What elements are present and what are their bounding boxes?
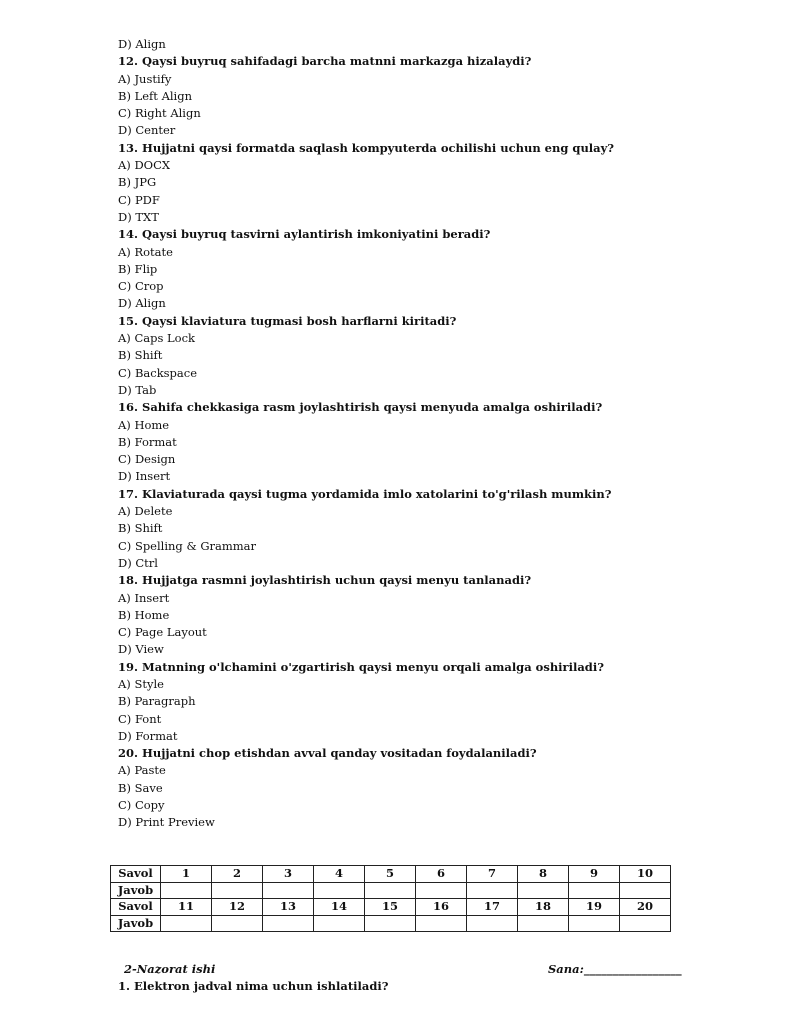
question-number-cell: 6	[416, 866, 467, 883]
answer-cell[interactable]	[620, 882, 671, 899]
question-17	[118, 486, 718, 572]
next-question-text: 1. Elektron jadval nima uchun ishlatiladi?	[118, 979, 389, 993]
answer-cell[interactable]	[416, 915, 467, 932]
row-label: Savol	[111, 866, 161, 883]
option: C) Copy	[118, 798, 165, 813]
answer-cell[interactable]	[263, 915, 314, 932]
option: D) View	[118, 642, 164, 657]
question-text: 16. Sahifa chekkasiga rasm joylashtirish qaysi menyuda amalga oshiriladi?	[118, 400, 603, 415]
question-number-cell: 7	[467, 866, 518, 883]
exam-title: 2-Nazorat ishi	[124, 962, 216, 976]
question-text: 14. Qaysi buyruq tasvirni aylantirish imkoniyatini beradi?	[118, 227, 491, 242]
question-number-cell: 19	[569, 899, 620, 916]
option: D) TXT	[118, 209, 159, 224]
question-number-cell: 14	[314, 899, 365, 916]
option: C) PDF	[118, 192, 160, 207]
answer-cell[interactable]	[161, 882, 212, 899]
question-number-cell: 1	[161, 866, 212, 883]
option: C) Backspace	[118, 365, 198, 380]
answer-cell[interactable]	[212, 882, 263, 899]
question-number-cell: 13	[263, 899, 314, 916]
question-number-cell: 9	[569, 866, 620, 883]
question-number-cell: 8	[518, 866, 569, 883]
question-number-cell: 3	[263, 866, 314, 883]
option: D) Align	[118, 296, 166, 311]
answer-cell[interactable]	[314, 882, 365, 899]
question-text: 13. Hujjatni qaysi formatda saqlash kompyuterda ochilishi uchun eng qulay?	[118, 140, 615, 155]
answer-cell[interactable]	[467, 882, 518, 899]
table-row-answer	[111, 915, 671, 932]
question-text: 19. Matnning o'lchamini o'zgartirish qaysi menyu orqali amalga oshiriladi?	[118, 659, 604, 674]
option: A) Style	[118, 676, 164, 691]
question-number-cell: 4	[314, 866, 365, 883]
option: C) Page Layout	[118, 625, 207, 640]
option: B) Shift	[118, 521, 163, 536]
question-text: 20. Hujjatni chop etishdan avval qanday vositadan foydalaniladi?	[118, 746, 537, 761]
answer-cell[interactable]	[620, 915, 671, 932]
option: B) Paragraph	[118, 694, 196, 709]
date-field: Sana:_________________	[548, 962, 682, 976]
option: B) JPG	[118, 175, 157, 190]
answer-cell[interactable]	[161, 915, 212, 932]
question-number-cell: 16	[416, 899, 467, 916]
answer-cell[interactable]	[569, 915, 620, 932]
table-row-question	[111, 899, 671, 916]
answer-cell[interactable]	[518, 882, 569, 899]
question-12	[118, 53, 718, 139]
question-number-cell: 17	[467, 899, 518, 916]
question-14	[118, 226, 718, 312]
option: C) Crop	[118, 279, 164, 294]
option: A) DOCX	[118, 158, 171, 173]
question-number-cell: 20	[620, 899, 671, 916]
option: B) Flip	[118, 261, 158, 276]
question-text: 18. Hujjatga rasmni joylashtirish uchun qaysi menyu tanlanadi?	[118, 573, 532, 588]
option: A) Delete	[118, 504, 173, 519]
option: C) Spelling & Grammar	[118, 538, 257, 553]
question-13	[118, 140, 718, 226]
option: A) Rotate	[118, 244, 173, 259]
option: B) Save	[118, 780, 163, 795]
answer-cell[interactable]	[263, 882, 314, 899]
answer-table	[110, 865, 671, 932]
option: A) Home	[118, 417, 170, 432]
option: B) Left Align	[118, 88, 192, 103]
question-20	[118, 745, 718, 831]
question-number-cell: 10	[620, 866, 671, 883]
answer-cell[interactable]	[416, 882, 467, 899]
answer-cell[interactable]	[365, 915, 416, 932]
question-number-cell: 12	[212, 899, 263, 916]
answer-cell[interactable]	[314, 915, 365, 932]
option: C) Font	[118, 711, 162, 726]
option: A) Caps Lock	[118, 331, 195, 346]
question-15	[118, 313, 718, 399]
question-text: 12. Qaysi buyruq sahifadagi barcha matnni markazga hizalaydi?	[118, 54, 532, 69]
question-number-cell: 5	[365, 866, 416, 883]
answer-cell[interactable]	[569, 882, 620, 899]
question-number-cell: 2	[212, 866, 263, 883]
option: B) Home	[118, 607, 170, 622]
option: A) Justify	[118, 71, 172, 86]
option: A) Paste	[118, 763, 166, 778]
table-row-answer	[111, 882, 671, 899]
option: D) Insert	[118, 469, 171, 484]
question-text: 15. Qaysi klaviatura tugmasi bosh harflarni kiritadi?	[118, 313, 457, 328]
question-number-cell: 18	[518, 899, 569, 916]
question-18	[118, 572, 718, 658]
option: D) Tab	[118, 382, 157, 397]
answer-cell[interactable]	[518, 915, 569, 932]
row-label: Savol	[111, 899, 161, 916]
question-number-cell: 11	[161, 899, 212, 916]
question-number-cell: 15	[365, 899, 416, 916]
question-19	[118, 659, 718, 745]
option: D) Print Preview	[118, 815, 215, 830]
option: D) Center	[118, 123, 176, 138]
option: C) Right Align	[118, 106, 201, 121]
question-text: 17. Klaviaturada qaysi tugma yordamida imlo xatolarini to'g'rilash mumkin?	[118, 486, 612, 501]
table-row-question	[111, 866, 671, 883]
option: A) Insert	[118, 590, 170, 605]
row-label: Javob	[111, 882, 161, 899]
option: C) Design	[118, 452, 176, 467]
option: D) Format	[118, 728, 178, 743]
leading-option: D) Align	[118, 37, 166, 51]
question-list	[118, 36, 718, 832]
answer-cell[interactable]	[365, 882, 416, 899]
option: D) Ctrl	[118, 555, 158, 570]
question-16	[118, 399, 718, 485]
option: B) Format	[118, 434, 177, 449]
answer-cell[interactable]	[212, 915, 263, 932]
answer-cell[interactable]	[467, 915, 518, 932]
row-label: Javob	[111, 915, 161, 932]
option: B) Shift	[118, 348, 163, 363]
